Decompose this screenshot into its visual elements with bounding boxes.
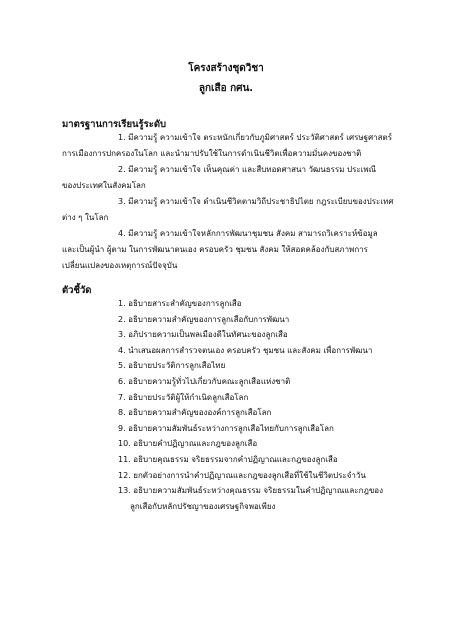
indicators-list — [118, 296, 408, 514]
indicator-item: 6. อธิบายความรู้ทั่วไปเกี่ยวกับคณะลูกเสือแห่งชาติ — [118, 376, 291, 386]
indicator-item: 10. อธิบายคำปฏิญาณและกฎของลูกเสือ — [118, 439, 258, 449]
standard-4-line-1: 4. มีความรู้ ความเข้าใจหลักการพัฒนาชุมชน สังคม สามารถวิเคราะห์ข้อมูล — [118, 229, 378, 238]
indicators-heading: ตัวชี้วัด — [62, 285, 92, 296]
indicator-item: 7. อธิบายประวัติผู้ให้กำเนิดลูกเสือโลก — [118, 392, 249, 402]
standards-heading: มาตรฐานการเรียนรู้ระดับ — [62, 119, 167, 130]
indicator-item: 2. อธิบายความสำคัญของการลูกเสือกับการพัฒนา — [118, 314, 290, 324]
standard-1-line-1: 1. มีความรู้ ความเข้าใจ ตระหนักเกี่ยวกับภูมิศาสตร์ ประวัติศาสตร์ เศรษฐศาสตร์ — [118, 133, 393, 142]
indicator-item: 13. อธิบายความสัมพันธ์ระหว่างคุณธรรม จริยธรรมในคำปฏิญาณและกฎของ — [118, 486, 383, 496]
indicator-item: 12. ยกตัวอย่างการนำคำปฏิญาณและกฎของลูกเสือที่ใช้ในชีวิตประจำวัน — [118, 470, 366, 480]
indicator-item: 1. อธิบายสาระสำคัญของการลูกเสือ — [118, 299, 242, 308]
document-title: โครงสร้างชุดวิชา — [188, 63, 264, 74]
indicator-item: 11. อธิบายคุณธรรม จริยธรรมจากคำปฏิญาณและกฎของลูกเสือ — [118, 454, 338, 464]
indicator-item-continuation: ลูกเสือกับหลักปรัชญาของเศรษฐกิจพอเพียง — [130, 501, 276, 511]
standard-3-line-1: 3. มีความรู้ ความเข้าใจ ดำเนินชีวิตตามวิถีประชาธิปไตย กฎระเบียบของประเทศ — [118, 197, 394, 206]
standard-4-line-3: เปลี่ยนแปลงของเหตุการณ์ปัจจุบัน — [62, 261, 178, 270]
document-subtitle: ลูกเสือ กศน. — [198, 83, 254, 94]
indicator-item: 4. นำเสนอผลการสำรวจตนเอง ครอบครัว ชุมชน และสังคม เพื่อการพัฒนา — [118, 345, 373, 355]
indicator-item: 8. อธิบายความสำคัญขององค์การลูกเสือโลก — [118, 408, 272, 418]
standard-1-line-2: การเมืองการปกครองในโลก และนำมาปรับใช้ในการดำเนินชีวิตเพื่อความมั่นคงของชาติ — [62, 149, 362, 158]
standard-3-line-2: ต่าง ๆ ในโลก — [62, 213, 109, 222]
standard-2-line-1: 2. มีความรู้ ความเข้าใจ เห็นคุณค่า และสืบทอดศาสนา วัฒนธรรม ประเพณี — [118, 165, 377, 174]
standard-4-line-2: และเป็นผู้นำ ผู้ตาม ในการพัฒนาตนเอง ครอบครัว ชุมชน สังคม ให้สอดคล้องกับสภาพการ — [62, 245, 368, 254]
indicator-item: 9. อธิบายความสัมพันธ์ระหว่างการลูกเสือไทยกับการลูกเสือโลก — [118, 423, 334, 433]
standards-paragraph — [62, 130, 398, 274]
indicator-item: 3. อภิปรายความเป็นพลเมืองดีในทัศนะของลูกเสือ — [118, 330, 288, 340]
indicator-item: 5. อธิบายประวัติการลูกเสือไทย — [118, 361, 226, 371]
standard-2-line-2: ของประเทศในสังคมโลก — [62, 181, 146, 190]
